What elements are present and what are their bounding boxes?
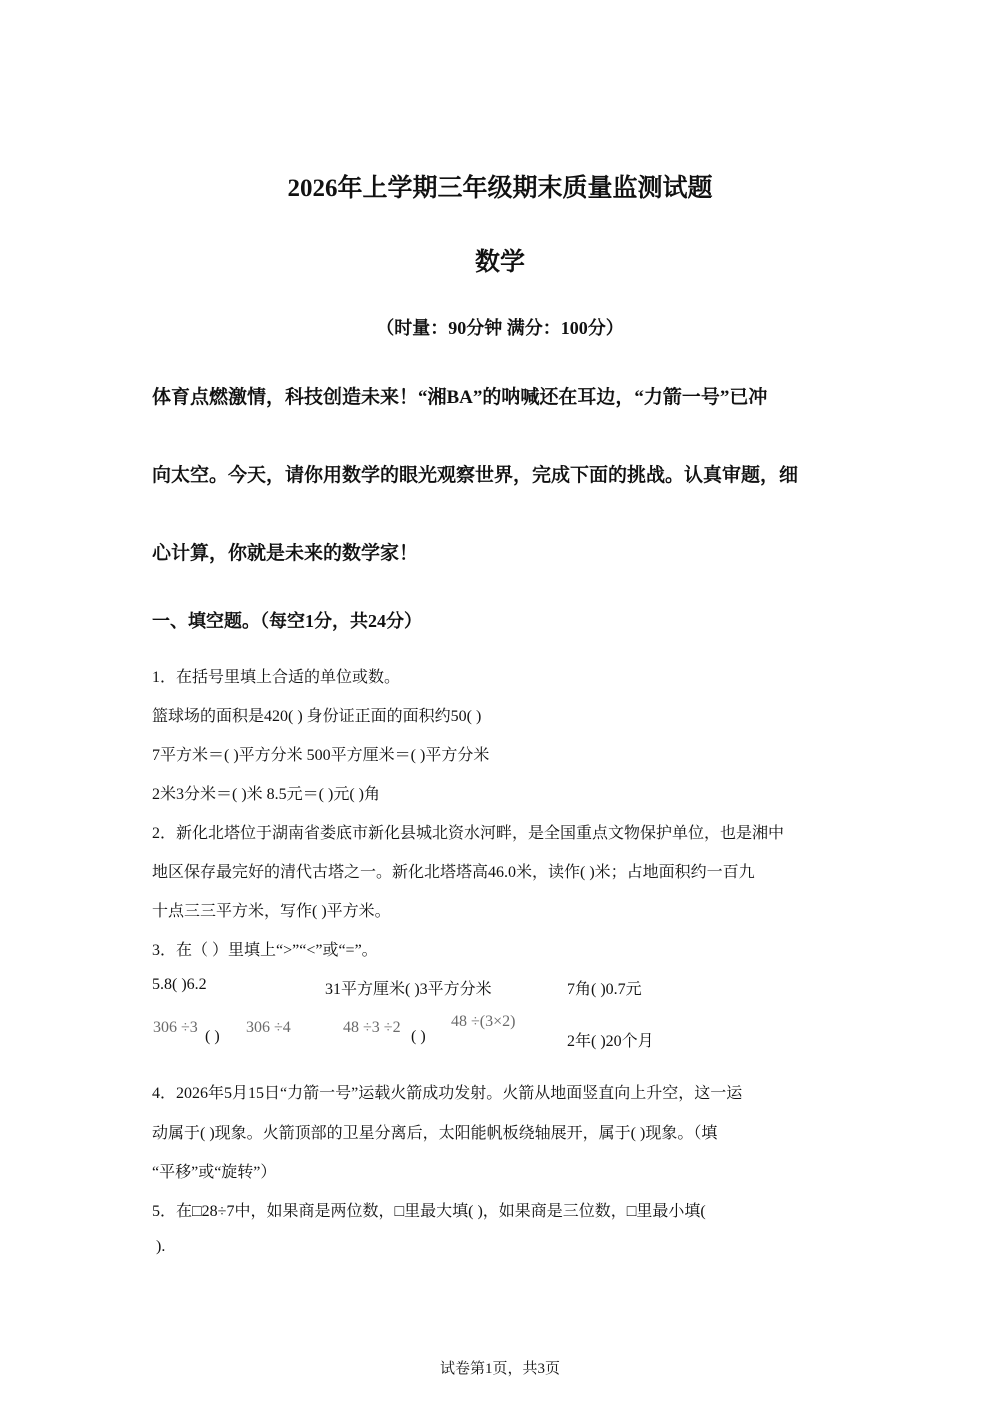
page-footer: 试卷第1页，共3页 xyxy=(439,1361,560,1377)
exam-title: 2026年上学期三年级期末质量监测试题 xyxy=(287,175,713,202)
q5-line-2: ). xyxy=(156,1238,166,1255)
q1-stem: 1．在括号里填上合适的单位或数。 xyxy=(152,669,401,686)
q2-line-3: 十点三三平方米，写作( )平方米。 xyxy=(152,903,391,920)
intro-line-3: 心计算，你就是未来的数学家！ xyxy=(152,543,419,564)
intro-line-2: 向太空。今天，请你用数学的眼光观察世界，完成下面的挑战。认真审题，细 xyxy=(152,465,799,486)
intro-line-1: 体育点燃激情，科技创造未来！“湘BA”的呐喊还在耳边，“力箭一号”已冲 xyxy=(152,387,768,408)
q3-item-d-blank: ( ) xyxy=(205,1028,220,1045)
q1-row-1: 篮球场的面积是420( ) 身份证正面的面积约50( ) xyxy=(152,708,482,725)
q3-item-a: 5.8( )6.2 xyxy=(152,976,207,993)
subject-title: 数学 xyxy=(474,249,525,276)
q2-line-2: 地区保存最完好的清代古塔之一。新化北塔塔高46.0米，读作( )米；占地面积约一百九 xyxy=(152,864,755,881)
q1-row-3: 2米3分米＝( )米 8.5元＝( )元( )角 xyxy=(152,786,380,803)
q4-line-2: 动属于( )现象。火箭顶部的卫星分离后，太阳能帆板绕轴展开，属于( )现象。（填 xyxy=(152,1125,718,1142)
q3-item-f: 2年( )20个月 xyxy=(567,1033,654,1050)
q3-stem: 3．在（ ）里填上“>”“<”或“=”。 xyxy=(152,942,378,959)
q3-item-e-left: 48 ÷3 ÷2 xyxy=(343,1019,401,1036)
section-1-title: 一、填空题。（每空1分，共24分） xyxy=(152,611,422,631)
q4-line-1: 4．2026年5月15日“力箭一号”运载火箭成功发射。火箭从地面竖直向上升空，这一运 xyxy=(152,1085,743,1102)
q3-item-d-left: 306 ÷3 xyxy=(153,1019,198,1036)
q3-item-e-right: 48 ÷(3×2) xyxy=(451,1013,516,1030)
q1-row-2: 7平方米＝( )平方分米 500平方厘米＝( )平方分米 xyxy=(152,747,490,764)
q3-item-d-right: 306 ÷4 xyxy=(246,1019,291,1036)
exam-info: （时量：90分钟 满分：100分） xyxy=(376,318,624,338)
q3-item-e-blank: ( ) xyxy=(411,1028,426,1045)
q4-line-3: “平移”或“旋转”） xyxy=(152,1164,277,1181)
q3-item-b: 31平方厘米( )3平方分米 xyxy=(325,981,492,998)
q3-item-c: 7角( )0.7元 xyxy=(567,981,642,998)
q2-line-1: 2．新化北塔位于湖南省娄底市新化县城北资水河畔，是全国重点文物保护单位，也是湘中 xyxy=(152,825,785,842)
q5-line-1: 5．在□28÷7中，如果商是两位数，□里最大填( )，如果商是三位数，□里最小填( xyxy=(152,1203,706,1220)
